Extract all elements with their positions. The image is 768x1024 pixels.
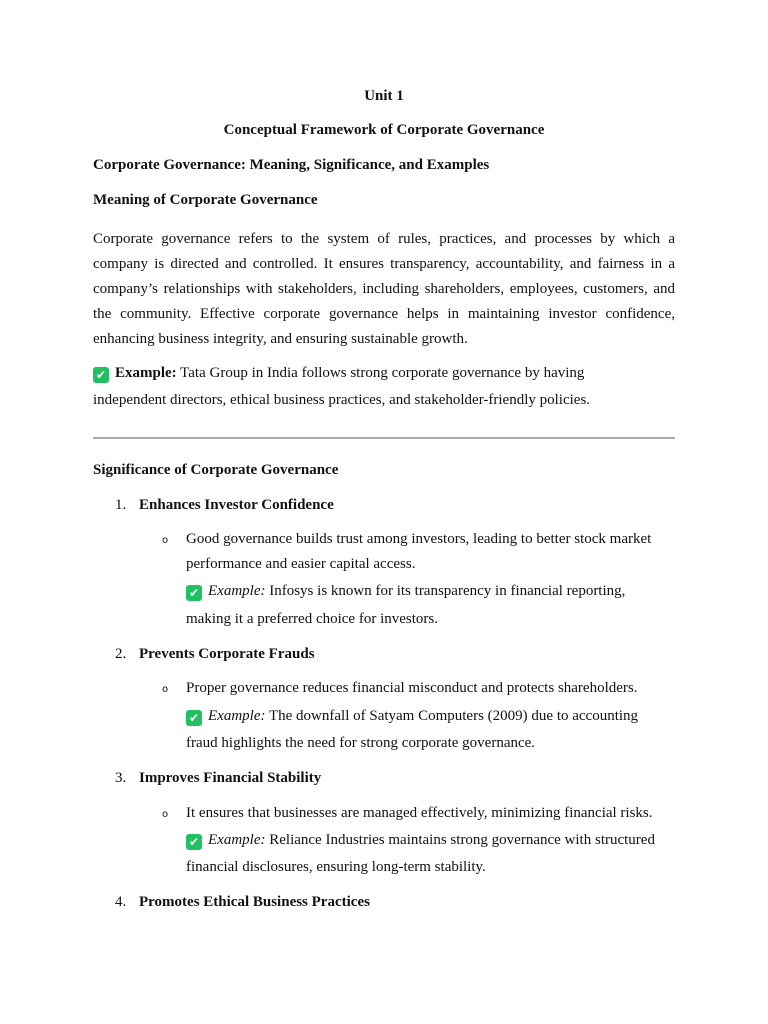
- example-text: Tata Group in India follows strong corporate governance by having: [180, 365, 585, 381]
- document-title: Conceptual Framework of Corporate Governance: [223, 122, 545, 138]
- significance-heading: Significance of Corporate Governance: [93, 462, 339, 478]
- paragraph-line: Corporate governance refers to the system of rules, practices, and processes by which a: [93, 231, 675, 247]
- check-icon: ✔: [186, 834, 202, 850]
- meaning-heading: Meaning of Corporate Governance: [93, 192, 318, 208]
- list-title: Enhances Investor Confidence: [139, 497, 334, 513]
- list-item-1-title: [115, 497, 334, 514]
- paragraph-line: company’s relationships with stakeholders, including shareholders, employees, customers, and: [93, 281, 675, 297]
- example-label: Example:: [115, 365, 177, 381]
- bullet-icon: o: [162, 809, 169, 820]
- example-text-continued: financial disclosures, ensuring long-term stability.: [186, 859, 486, 875]
- example-text: Infosys is known for its transparency in financial reporting,: [269, 583, 626, 599]
- example-label: Example:: [208, 583, 266, 599]
- check-icon: ✔: [93, 367, 109, 383]
- list-number: 3.: [115, 770, 127, 786]
- list-item-2-title: [115, 646, 315, 663]
- example-text: The downfall of Satyam Computers (2009) due to accounting: [268, 708, 639, 724]
- item-example: [186, 583, 625, 601]
- horizontal-divider: [93, 437, 675, 439]
- bullet-icon: o: [162, 684, 169, 695]
- example-text-continued: independent directors, ethical business practices, and stakeholder-friendly policies.: [93, 392, 591, 408]
- paragraph-line: company is directed and controlled. It ensures transparency, accountability, and fairness in a: [93, 256, 675, 272]
- paragraph-line: enhancing business integrity, and ensuring sustainable growth.: [93, 331, 468, 347]
- list-number: 1.: [115, 497, 127, 513]
- example-text: Reliance Industries maintains strong governance with structured: [269, 832, 655, 848]
- bullet-text: performance and easier capital access.: [186, 556, 416, 572]
- meaning-example: [93, 365, 584, 383]
- item-example: [186, 708, 638, 726]
- example-text-continued: making it a preferred choice for investors.: [186, 611, 438, 627]
- list-title: Improves Financial Stability: [139, 770, 322, 786]
- check-icon: ✔: [186, 585, 202, 601]
- item-example: [186, 832, 655, 850]
- example-text-continued: fraud highlights the need for strong corporate governance.: [186, 735, 536, 751]
- example-label: Example:: [208, 832, 266, 848]
- list-title: Prevents Corporate Frauds: [139, 646, 315, 662]
- list-item-4-title: [115, 894, 370, 911]
- bullet-text: Proper governance reduces financial misconduct and protects shareholders.: [186, 680, 638, 696]
- list-number: 2.: [115, 646, 127, 662]
- meaning-paragraph: [93, 227, 675, 352]
- section-heading: Corporate Governance: Meaning, Significance, and Examples: [93, 157, 490, 173]
- paragraph-line: the community. Effective corporate governance helps in maintaining investor confidence,: [93, 306, 675, 322]
- list-number: 4.: [115, 894, 127, 910]
- bullet-text: It ensures that businesses are managed effectively, minimizing financial risks.: [186, 805, 653, 821]
- check-icon: ✔: [186, 710, 202, 726]
- bullet-text: Good governance builds trust among investors, leading to better stock market: [186, 531, 652, 547]
- example-label: Example:: [208, 708, 266, 724]
- bullet-icon: o: [162, 535, 169, 546]
- list-item-3-title: [115, 770, 321, 787]
- unit-label: Unit 1: [364, 88, 404, 104]
- list-title: Promotes Ethical Business Practices: [139, 894, 370, 910]
